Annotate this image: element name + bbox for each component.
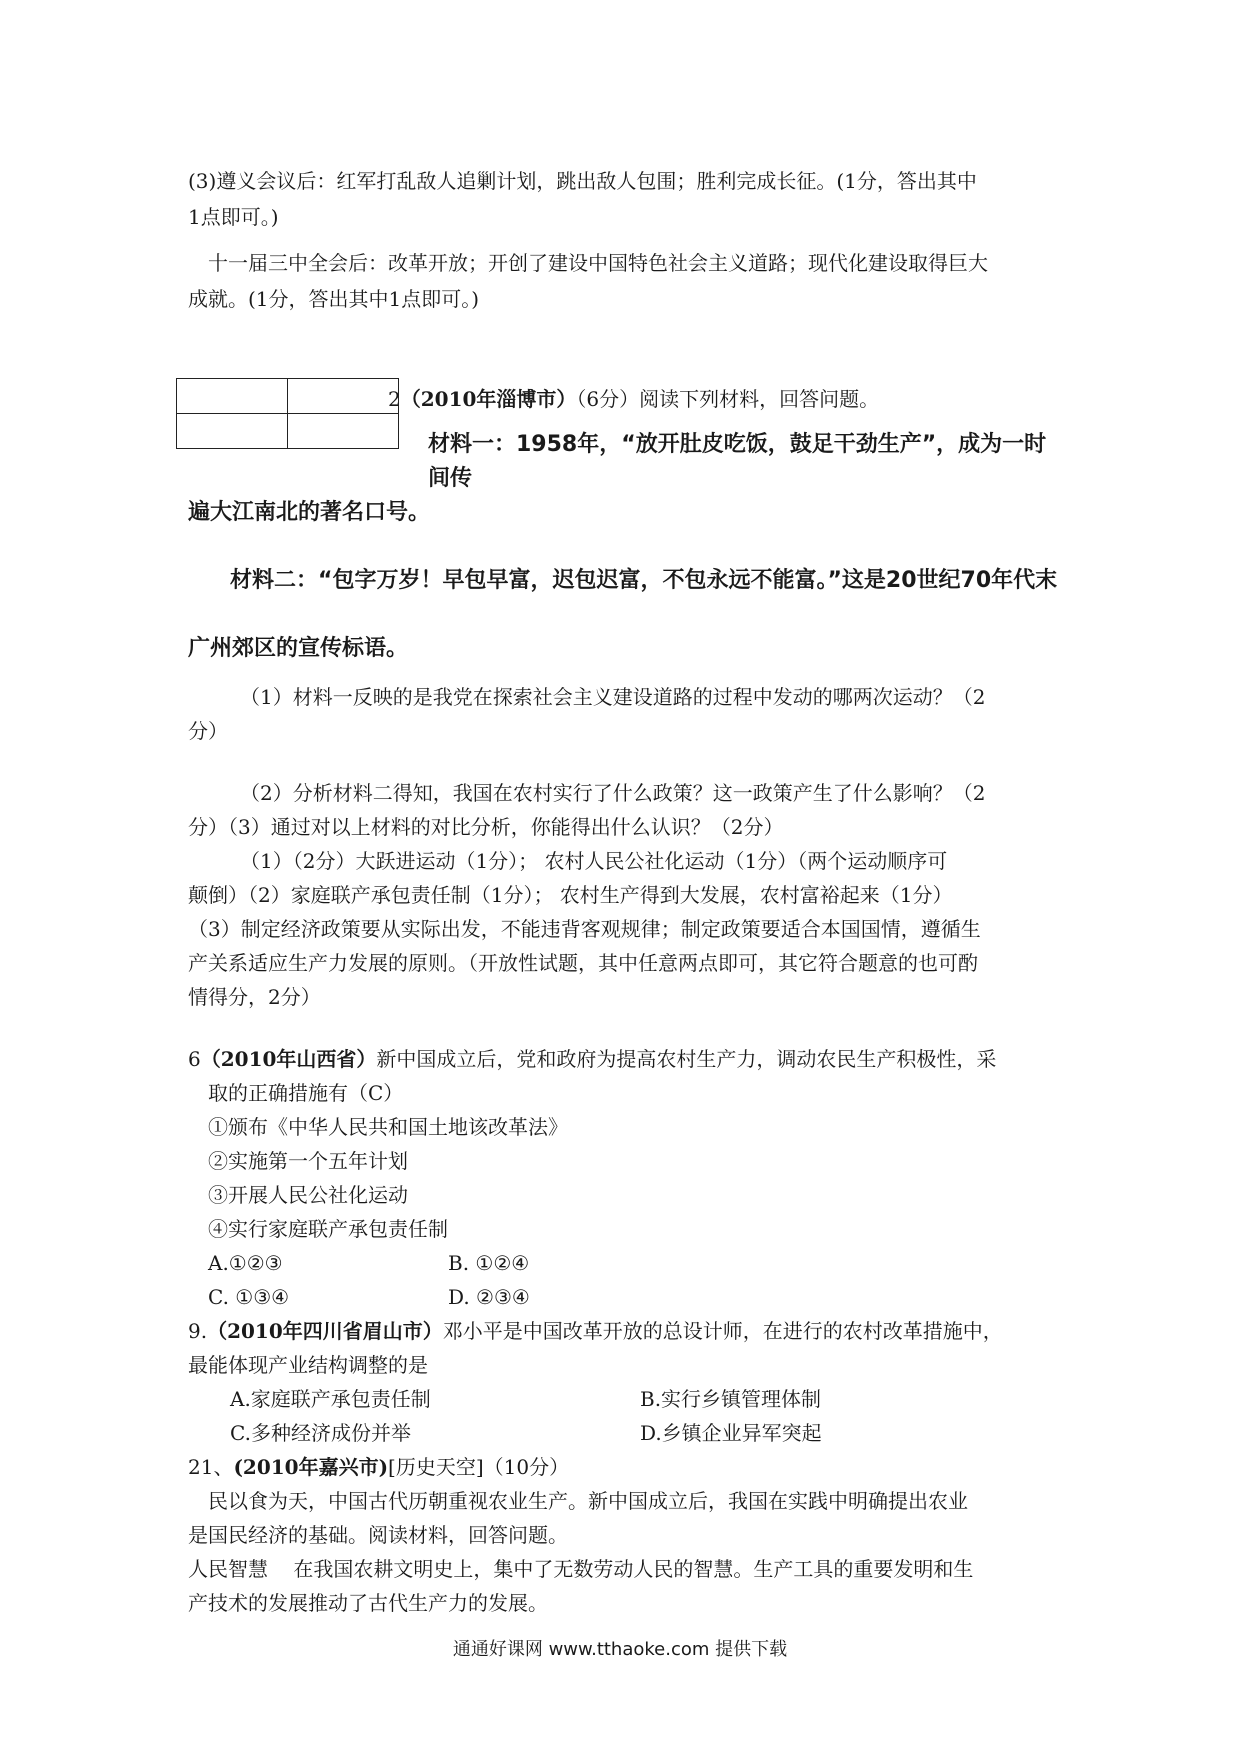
text-line: 1点即可。) [188, 205, 279, 229]
score-cell [177, 414, 288, 449]
question-21-header [188, 1450, 1060, 1484]
question-stem: 新中国成立后，党和政府为提高农村生产力，调动农民生产积极性，采 [376, 1047, 997, 1071]
option-c: C. ①③④ [208, 1285, 290, 1309]
question-stem: 邓小平是中国改革开放的总设计师，在进行的农村改革措施中， [442, 1319, 1003, 1343]
text-line: 成就。(1分，答出其中1点即可。) [188, 287, 480, 311]
question-2-header [388, 382, 1060, 416]
statement-item: ③开展人民公社化运动 [208, 1183, 408, 1207]
question-source: (2010年嘉兴市) [233, 1455, 389, 1479]
material-1-cont: 遍大江南北的著名口号。 [188, 500, 431, 525]
question-6-stem [188, 1042, 1060, 1076]
option-d: D.乡镇企业异军突起 [640, 1421, 822, 1445]
question-source: （2010年山西省） [200, 1047, 377, 1071]
material-1: 材料一：1958年，“放开肚皮吃饭，鼓足干劲生产”，成为一时间传 [428, 432, 1047, 491]
material-2-cont: 广州郊区的宣传标语。 [188, 636, 409, 661]
question-number: 9. [188, 1319, 208, 1343]
option-c: C.多种经济成份并举 [230, 1421, 411, 1445]
question-intro: （6分）阅读下列材料，回答问题。 [576, 387, 880, 411]
question-number: 6 [188, 1047, 201, 1071]
question-source: （2010年四川省眉山市） [207, 1319, 443, 1343]
answer-line: 产关系适应生产力发展的原则。（开放性试题，其中任意两点即可，其它符合题意的也可酌 [188, 951, 978, 975]
question-number: 21、 [188, 1455, 234, 1479]
question-21-intro: 民以食为天，中国古代历朝重视农业生产。新中国成立后，我国在实践中明确提出农业 [208, 1489, 968, 1513]
option-b: B. ①②④ [448, 1251, 530, 1275]
score-box [176, 378, 399, 449]
option-a: A.①②③ [208, 1251, 283, 1275]
question-source: （2010年淄博市） [400, 387, 577, 411]
score-cell [177, 379, 288, 414]
answer-line: （3）制定经济政策要从实际出发，不能违背客观规律；制定政策要适合本国国情，遵循生 [188, 917, 981, 941]
question-21-wisdom: 人民智慧 在我国农耕文明史上，集中了无数劳动人民的智慧。生产工具的重要发明和生 [188, 1557, 974, 1581]
option-b: B.实行乡镇管理体制 [640, 1387, 822, 1411]
sub-question-2-3: 分）（3）通过对以上材料的对比分析，你能得出什么认识？（2分） [188, 815, 784, 839]
material-2: 材料二：“包字万岁！早包早富，迟包迟富，不包永远不能富。”这是20世纪70年代末 [230, 568, 1058, 593]
statement-item: ②实施第一个五年计划 [208, 1149, 408, 1173]
score-cell [288, 379, 399, 414]
question-9-stem-cont: 最能体现产业结构调整的是 [188, 1353, 428, 1377]
text-line: 十一届三中全会后：改革开放；开创了建设中国特色社会主义道路；现代化建设取得巨大 [208, 251, 988, 275]
question-tag: [历史天空]（10分） [388, 1455, 570, 1479]
sub-question-2: （2）分析材料二得知，我国在农村实行了什么政策？这一政策产生了什么影响？（2 [240, 781, 986, 805]
text-line: (3)遵义会议后：红军打乱敌人追剿计划，跳出敌人包围；胜利完成长征。(1分，答出其中 [188, 169, 977, 193]
score-cell [288, 414, 399, 449]
question-number: 2 [388, 387, 401, 411]
question-6-stem-cont: 取的正确措施有（C） [208, 1081, 404, 1105]
answer-line: 颠倒）（2）家庭联产承包责任制（1分）； 农村生产得到大发展，农村富裕起来（1分） [188, 883, 953, 907]
statement-item: ①颁布《中华人民共和国土地该改革法》 [208, 1115, 568, 1139]
sub-question-1: （1）材料一反映的是我党在探索社会主义建设道路的过程中发动的哪两次运动？（2 [240, 685, 986, 709]
question-9-stem [188, 1314, 1060, 1348]
option-a: A.家庭联产承包责任制 [230, 1387, 431, 1411]
question-21-wisdom-cont: 产技术的发展推动了古代生产力的发展。 [188, 1591, 548, 1615]
option-d: D. ②③④ [448, 1285, 530, 1309]
page-footer: 通通好课网 www.tthaoke.com 提供下载 [452, 1639, 788, 1660]
question-21-intro-cont: 是国民经济的基础。阅读材料，回答问题。 [188, 1523, 568, 1547]
answer-line: 情得分，2分） [188, 985, 321, 1009]
sub-question-1-cont: 分） [188, 719, 228, 743]
answer-line: （1）（2分）大跃进运动（1分）； 农村人民公社化运动（1分）（两个运动顺序可 [240, 849, 948, 873]
statement-item: ④实行家庭联产承包责任制 [208, 1217, 448, 1241]
